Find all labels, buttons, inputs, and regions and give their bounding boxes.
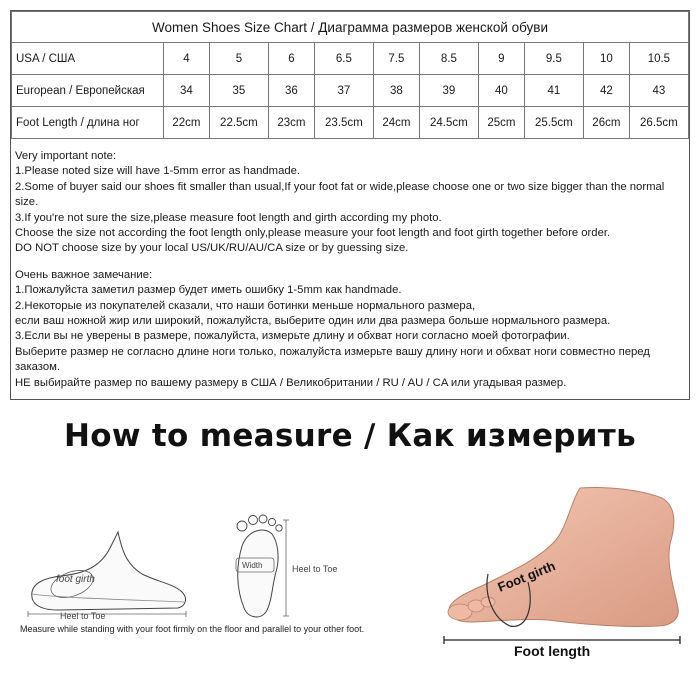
table-cell: 8.5 [419,43,478,75]
table-cell: 40 [478,75,524,107]
note-line: 1.Пожалуйста заметил размер будет иметь ошибку 1-5mm как handmade. [15,284,402,297]
table-cell: 9 [478,43,524,75]
note-line: 3.Если вы не уверены в размере, пожалуйста, измерьте длину и обхват ноги согласно моей фотографии. [15,330,570,343]
large-foot-illustration [430,484,698,674]
large-view-length-label: Foot length [514,643,591,659]
table-cell: 24.5cm [419,107,478,139]
side-view-foot-illustration [18,520,208,620]
top-view-foot-illustration [212,506,372,624]
size-chart-title: Women Shoes Size Chart / Диаграмма размеров женской обуви [12,12,689,43]
table-cell: 43 [629,75,688,107]
top-view-width-label: Width [242,561,263,570]
top-view-length-label: Heel to Toe [292,564,338,574]
table-cell: 25.5cm [524,107,583,139]
table-row [12,107,689,139]
size-table [11,11,689,139]
table-cell: 35 [209,75,268,107]
note-line: 2.Некоторые из покупателей сказали, что наши ботинки меньше нормального размера, [15,299,476,312]
table-cell: 6 [268,43,314,75]
table-cell: 10.5 [629,43,688,75]
table-cell: 7.5 [373,43,419,75]
row-label-european: European / Европейская [12,75,164,107]
side-view-length-label: Heel to Toe [60,611,106,620]
table-cell: 22cm [164,107,210,139]
notes-spacer [15,257,687,268]
table-cell: 22.5cm [209,107,268,139]
row-label-usa: USA / США [12,43,164,75]
table-cell: 4 [164,43,210,75]
note-line: 2.Some of buyer said our shoes fit smaller than usual,If your foot fat or wide,please choose one or two size bigger than the normal size. [15,180,665,209]
size-chart [10,10,690,400]
table-cell: 26.5cm [629,107,688,139]
note-line: НЕ выбирайте размер по вашему размеру в США / Великобритании / RU / AU / CA или угадывая размер. [15,376,567,389]
table-cell: 41 [524,75,583,107]
table-cell: 37 [314,75,373,107]
table-row [12,43,689,75]
table-cell: 24cm [373,107,419,139]
table-cell: 9.5 [524,43,583,75]
table-cell: 34 [164,75,210,107]
table-cell: 25cm [478,107,524,139]
large-view-girth-label: Foot girth [495,558,558,595]
side-view-girth-label: foot girth [56,574,95,585]
measure-title: How to measure / Как измерить [64,418,636,454]
table-cell: 39 [419,75,478,107]
row-label-foot-length: Foot Length / длина ног [12,107,164,139]
table-row [12,75,689,107]
note-line: Очень важное замечание: [15,268,153,281]
table-cell: 26cm [583,107,629,139]
table-cell: 42 [583,75,629,107]
table-cell: 6.5 [314,43,373,75]
table-cell: 23cm [268,107,314,139]
note-line: 1.Please noted size will have 1-5mm error as handmade. [15,165,301,178]
table-cell: 23.5cm [314,107,373,139]
note-line: Very important note: [15,150,117,162]
notes-block [15,149,687,391]
note-line: Выберите размер не согласно длине ноги только, пожалуйста измерьте вашу длину ноги и обхват ноги совместно перед заказом. [15,345,650,374]
note-line: 3.If you're not sure the size,please measure foot length and girth according my photo. [15,211,442,224]
note-line: DO NOT choose size by your local US/UK/RU/AU/CA size or by guessing size. [15,242,409,255]
table-cell: 38 [373,75,419,107]
table-cell: 36 [268,75,314,107]
table-cell: 5 [209,43,268,75]
table-cell: 10 [583,43,629,75]
size-table-title-row [12,12,689,43]
note-line: Choose the size not according the foot length only,please measure your foot length and foot girth together before order. [15,227,611,240]
note-line: если ваш ножной жир или широкий, пожалуйста, выберите один или два размера больше нормального размера. [15,315,611,328]
measure-caption: Measure while standing with your foot firmly on the floor and parallel to your other foot. [20,624,365,634]
